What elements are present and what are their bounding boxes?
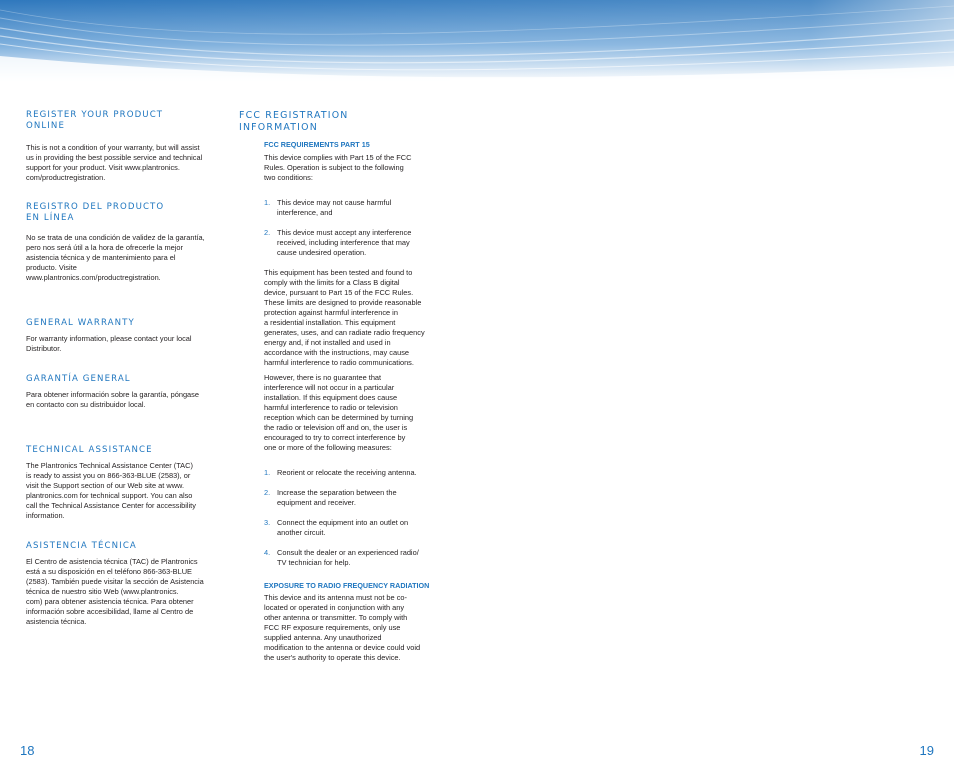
body-warranty-es: Para obtener información sobre la garantía, póngase en contacto con su distribuidor local.	[26, 390, 199, 409]
heading-warranty-es: GARANTÍA GENERAL	[26, 374, 131, 384]
list-item: 1. Reorient or relocate the receiving antenna.	[264, 468, 417, 477]
list-item: 3. Connect the equipment into an outlet on another circuit.	[264, 518, 409, 537]
measures-list	[264, 458, 445, 578]
heading-rf-exposure: EXPOSURE TO RADIO FREQUENCY RADIATION	[264, 581, 430, 590]
page-number-right: 19	[919, 743, 934, 758]
body-register-en: This is not a condition of your warranty, but will assist us in providing the best possible service and technical support for your product. Visit www.plantronics. com/productregistration.	[26, 143, 203, 182]
fcc-column	[239, 110, 445, 663]
body-tech-es: El Centro de asistencia técnica (TAC) de Plantronics está a su disposición en el teléfono 866-363-BLUE (2583). También puede visitar la sección de Asistencia técnica de nuestro sitio Web (www.plantronics. com) para obtener asistencia técnica. Para obtener información sobre accesibilidad, llame al Centro de asistencia técnica.	[26, 557, 204, 626]
body-tech-en: The Plantronics Technical Assistance Center (TAC) is ready to assist you on 866-363-BLUE (2583), or visit the Support section of our Web site at www. plantronics.com for technical support. You can also call the Technical Assistance Center for accessibility information.	[26, 461, 196, 520]
heading-register-es: REGISTRO DEL PRODUCTO EN LÍNEA	[26, 202, 165, 223]
list-item: 2. Increase the separation between the equipment and receiver.	[264, 488, 397, 507]
heading-tech-en: TECHNICAL ASSISTANCE	[26, 445, 153, 455]
rf-body: This device and its antenna must not be co- located or operated in conjunction with any other antenna or transmitter. To comply with FCC RF exposure requirements, only use supplied antenna. Any unauthorized modification to the antenna or device could void the user's authority to operate this device.	[264, 593, 421, 662]
body-register-es: No se trata de una condición de validez de la garantía, pero nos será útil a la hora de ofrecerle la mejor asistencia técnica y de mantenimiento para el producto. Visite www.plantronics.com/productregistration.	[26, 233, 205, 282]
list-item: 4. Consult the dealer or an experienced radio/ TV technician for help.	[264, 548, 419, 567]
fcc-para-1: This equipment has been tested and found to comply with the limits for a Class B digital device, pursuant to Part 15 of the FCC Rules. These limits are designed to provide reasonable protection against harmful interference in a residential installation. This equipment generates, uses, and can radiate radio frequency energy and, if not installed and used in accordance with the instructions, may cause harmful interference to radio communications.	[264, 268, 425, 367]
body-warranty-en: For warranty information, please contact your local Distributor.	[26, 334, 192, 353]
heading-fcc: FCC REGISTRATION INFORMATION	[239, 110, 349, 133]
conditions-list	[264, 188, 445, 268]
fcc-para-2: However, there is no guarantee that interference will not occur in a particular installation. If this equipment does cause harmful interference to radio or television reception which can be determined by turning the radio or television off and on, the user is encouraged to try to correct interference by one or more of the following measures:	[264, 373, 414, 452]
list-item: 1. This device may not cause harmful interference, and	[264, 198, 392, 217]
fcc-intro: This device complies with Part 15 of the FCC Rules. Operation is subject to the following two conditions:	[264, 153, 412, 182]
header-banner	[0, 0, 954, 82]
heading-warranty-en: GENERAL WARRANTY	[26, 318, 135, 328]
left-column	[26, 110, 229, 627]
list-item: 2. This device must accept any interference received, including interference that may cause undesired operation.	[264, 228, 412, 257]
heading-tech-es: ASISTENCIA TÉCNICA	[26, 541, 137, 551]
heading-fcc-requirements: FCC REQUIREMENTS PART 15	[264, 140, 370, 149]
page-number-left: 18	[20, 743, 35, 758]
heading-register-en: REGISTER YOUR PRODUCT ONLINE	[26, 110, 164, 131]
